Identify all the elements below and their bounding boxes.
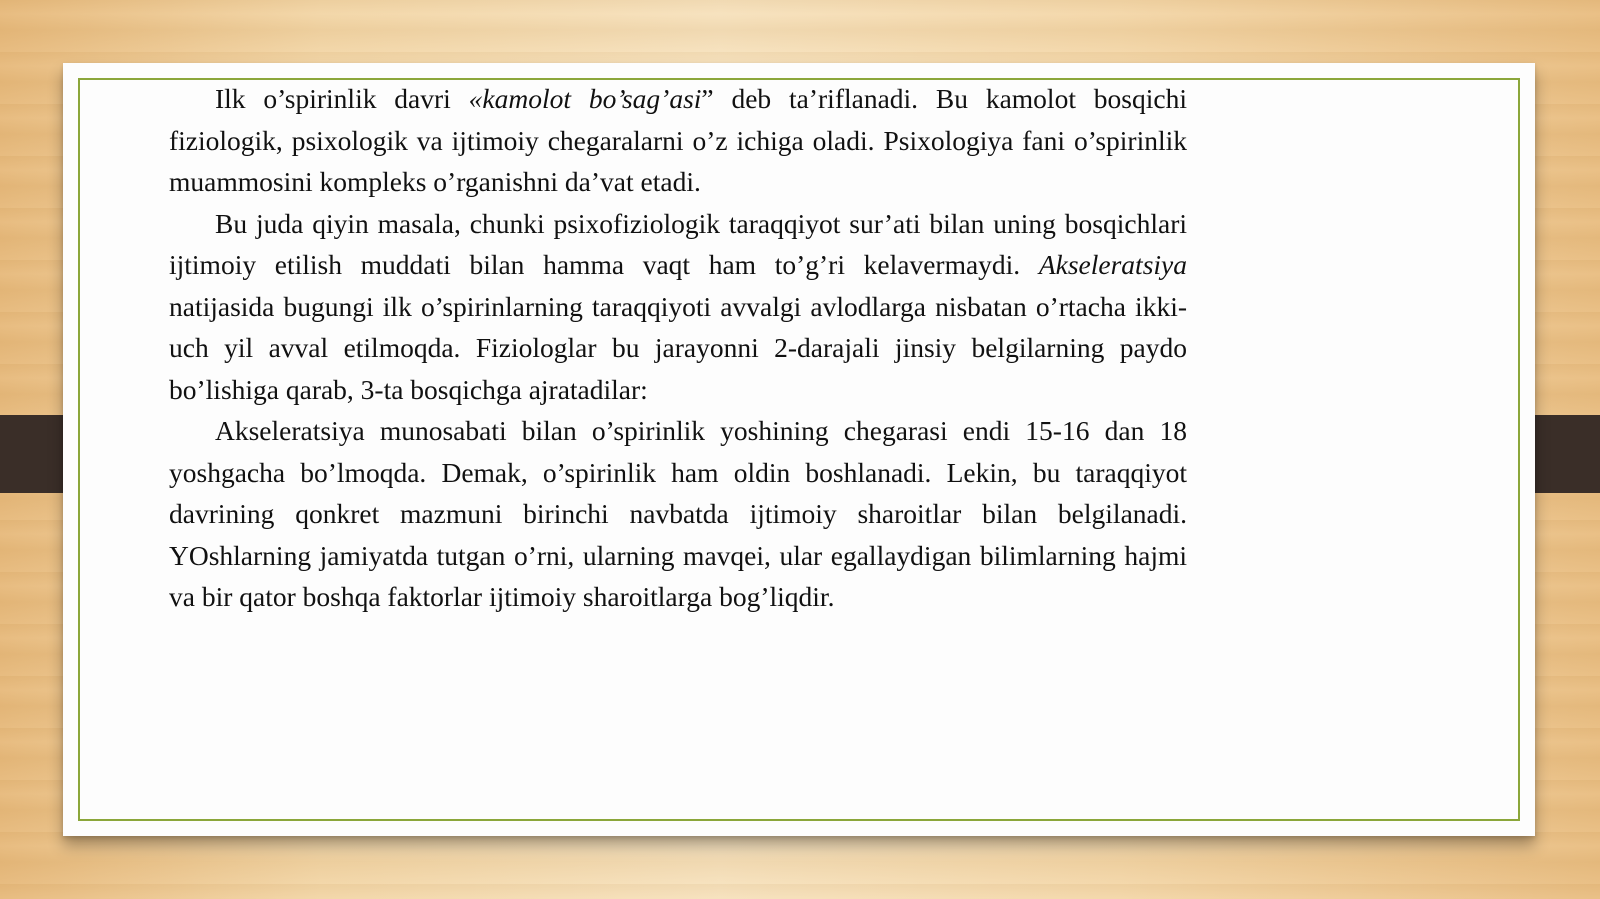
paragraph-1-italic-term: «kamolot bo’sag’asi [468,83,702,114]
paragraph-1-rest: ” deb ta’riflanadi. Bu kamolot bosqichi fiziologik, psixologik va ijtimoiy chegaralarni o’z ichiga oladi. Psixologiya fani o’spirinlik muammosini kompleks o’rganishni da’vat etadi. [169,83,1187,197]
paragraph-2-italic-term: Akseleratsiya [1038,249,1187,280]
slide-text-body [169,78,1187,618]
paragraph-3 [169,410,1187,618]
paragraph-2-rest: natijasida bugungi ilk o’spirinlarning taraqqiyoti avvalgi avlodlarga nisbatan o’rtacha ikki-uch yil avval etilmoqda. Fiziologlar bu jarayonni 2-darajali jinsiy belgilarning paydo bo’lishiga qarab, 3-ta bosqichga ajratadilar: [169,290,1187,405]
paragraph-2 [169,203,1187,411]
paragraph-2-start: Bu juda qiyin masala, chunki psixofiziologik taraqqiyot sur’ati bilan uning bosqichlari ijtimoiy etilish muddati bilan hamma vaqt ham to’g’ri kelavermaydi. [169,207,1187,280]
paragraph-1 [169,78,1187,203]
paragraph-1-start: Ilk o’spirinlik davri [215,83,469,114]
paragraph-3-text: Akseleratsiya munosabati bilan o’spirinlik yoshining chegarasi endi 15-16 dan 18 yoshgacha bo’lmoqda. Demak, o’spirinlik ham oldin boshlanadi. Lekin, bu taraqqiyot davrining qonkret mazmuni birinchi navbatda ijtimoiy sharoitlar bilan belgilanadi. YOshlarning jamiyatda tutgan o’rni, ularning mavqei, ular egallaydigan bilimlarning hajmi va bir qator boshqa faktorlar ijtimoiy sharoitlarga bog’liqdir. [169,415,1187,612]
